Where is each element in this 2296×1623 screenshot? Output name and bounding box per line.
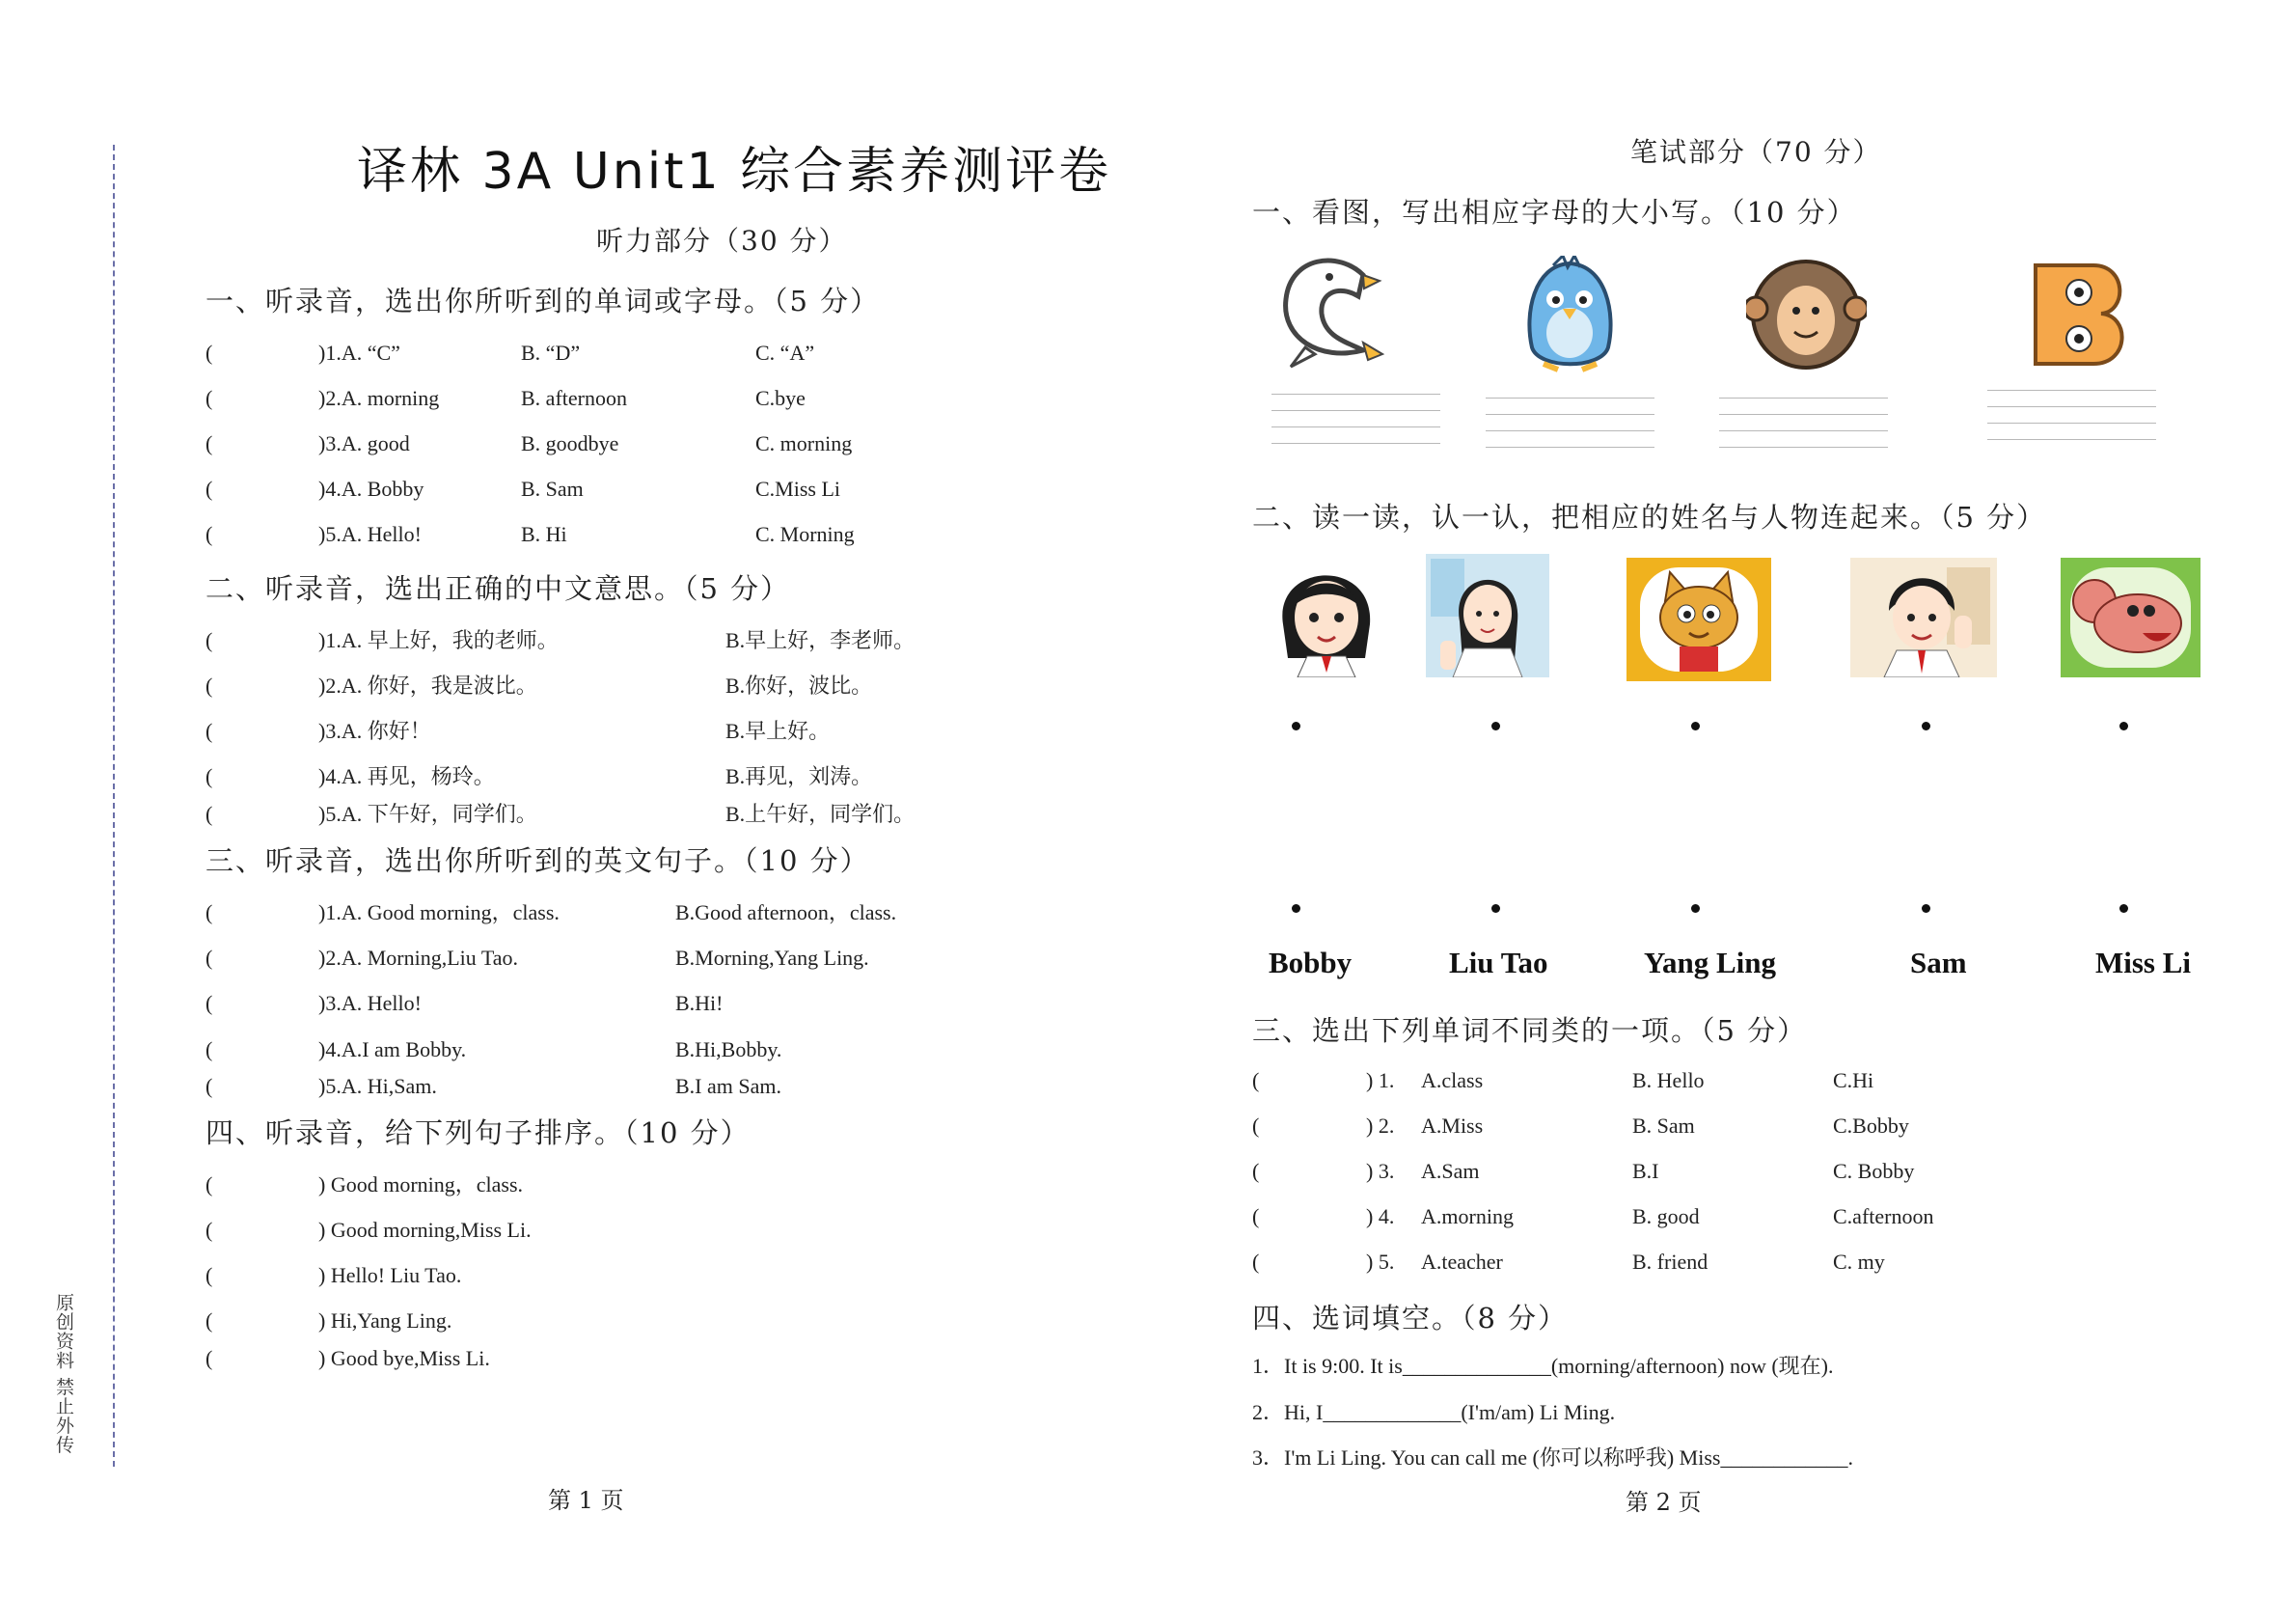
r-s3-option-b: B. good	[1632, 1204, 1700, 1228]
girl-portrait	[1264, 552, 1389, 677]
l-s2-question-row	[0, 801, 2296, 828]
l-s1-option-b: B. Hi	[521, 522, 567, 546]
person-name: Liu Tao	[1449, 946, 1548, 979]
r-s3-answer-bracket[interactable]: (	[1252, 1068, 1260, 1092]
l-s3-question-row	[0, 899, 2296, 926]
person-name: Yang Ling	[1644, 946, 1776, 979]
l-s2-answer-bracket[interactable]: (	[205, 719, 213, 743]
l-s3-option-b: B.Good afternoon，class.	[675, 900, 897, 924]
r-s3-option-a: A.Miss	[1421, 1114, 1484, 1138]
l-s3-option-b: B.I am Sam.	[675, 1074, 781, 1098]
r-s3-option-b: B. Sam	[1632, 1114, 1695, 1138]
l-s1-option-b: B. goodbye	[521, 431, 619, 455]
l-s1-question-row	[0, 385, 2296, 412]
l-s3-option-b: B.Hi!	[675, 991, 724, 1015]
fill-blank-sentence[interactable]: 3．I'm Li Ling. You can call me (你可以称呼我) Miss____________.	[1252, 1445, 1853, 1470]
l-s3-answer-bracket[interactable]: (	[205, 900, 213, 924]
l-s2-option-b: B.早上好。	[725, 719, 831, 743]
r-s3-option-b: B. friend	[1632, 1250, 1708, 1274]
l-s4-question-row	[0, 1345, 2296, 1372]
name-dot-5[interactable]	[2119, 904, 2128, 913]
blue-bird-picture	[1515, 256, 1626, 376]
l-s2-option-b: B.上午好，同学们。	[725, 802, 916, 826]
l-s3-answer-bracket[interactable]: (	[205, 1037, 213, 1061]
name-dot-4[interactable]	[1922, 904, 1930, 913]
l-s1-answer-bracket[interactable]: (	[205, 431, 213, 455]
l-s2-option-b: B.再见，刘涛。	[725, 764, 873, 788]
l-s1-answer-bracket[interactable]: (	[205, 522, 213, 546]
l-s4-answer-bracket[interactable]: (	[205, 1346, 213, 1370]
l-s3-question-row	[0, 990, 2296, 1017]
l-s3-option-b: B.Hi,Bobby.	[675, 1037, 782, 1061]
r-s3-option-c: C.afternoon	[1833, 1204, 1934, 1228]
l-s2-option-a: )4.A. 再见，杨玲。	[318, 764, 495, 788]
r-s3-answer-bracket[interactable]: (	[1252, 1204, 1260, 1228]
l-s1-question-row	[0, 340, 2296, 367]
r-s1-heading: 一、看图，写出相应字母的大小写。（10 分）	[1252, 196, 1857, 229]
r-s3-option-a: A.teacher	[1421, 1250, 1503, 1274]
r-s3-question-number: ) 4.	[1366, 1204, 1395, 1228]
l-s1-answer-bracket[interactable]: (	[205, 386, 213, 410]
l-s4-sentence: ) Hello! Liu Tao.	[318, 1263, 462, 1287]
name-dot-2[interactable]	[1491, 904, 1500, 913]
written-subtitle: 笔试部分（70 分）	[1630, 136, 1882, 168]
l-s2-answer-bracket[interactable]: (	[205, 802, 213, 826]
r-s3-question-row	[0, 1249, 2296, 1276]
person-name: Miss Li	[2095, 946, 2192, 979]
l-s2-answer-bracket[interactable]: (	[205, 628, 213, 652]
r-s3-question-number: ) 3.	[1366, 1159, 1395, 1183]
l-s1-option-a: )4.A. Bobby	[318, 477, 424, 501]
l-s2-option-a: )3.A. 你好！	[318, 719, 431, 743]
l-s3-option-b: B.Morning,Yang Ling.	[675, 946, 869, 970]
r-s3-option-a: A.Sam	[1421, 1159, 1480, 1183]
r-s3-question-number: ) 1.	[1366, 1068, 1395, 1092]
orange-letter-b-picture	[2026, 256, 2132, 373]
person-name: Sam	[1910, 946, 1967, 979]
l-s1-option-a: )5.A. Hello!	[318, 522, 422, 546]
l-s1-option-c: C. Morning	[755, 522, 855, 546]
l-s3-option-a: )5.A. Hi,Sam.	[318, 1074, 437, 1098]
l-s2-option-b: B.你好，波比。	[725, 674, 873, 698]
name-dot-1[interactable]	[1292, 904, 1300, 913]
boy-portrait	[1850, 558, 1997, 677]
monkey-picture	[1746, 253, 1867, 376]
r-s3-option-c: C.Hi	[1833, 1068, 1874, 1092]
l-s4-answer-bracket[interactable]: (	[205, 1308, 213, 1333]
l-s1-answer-bracket[interactable]: (	[205, 477, 213, 501]
l-s2-option-a: )1.A. 早上好，我的老师。	[318, 628, 559, 652]
picture-dot-3[interactable]	[1691, 722, 1700, 730]
l-s3-heading: 三、听录音，选出你所听到的英文句子。（10 分）	[205, 844, 870, 877]
picture-dot-2[interactable]	[1491, 722, 1500, 730]
l-s4-heading: 四、听录音，给下列句子排序。（10 分）	[205, 1116, 751, 1149]
fill-blank-sentence[interactable]: 1．It is 9:00. It is______________(morning/afternoon) now (现在).	[1252, 1354, 1834, 1378]
picture-dot-5[interactable]	[2119, 722, 2128, 730]
writing-lines-1[interactable]	[1271, 394, 1440, 450]
bird-shaped-letter-c	[1271, 246, 1397, 371]
r-s3-option-c: C. my	[1833, 1250, 1885, 1274]
picture-dot-4[interactable]	[1922, 722, 1930, 730]
writing-lines-3[interactable]	[1719, 398, 1888, 454]
r-s3-question-row	[0, 1203, 2296, 1230]
r-s3-option-b: B.I	[1632, 1159, 1659, 1183]
l-s4-sentence: ) Good morning,Miss Li.	[318, 1218, 532, 1242]
l-s3-question-row	[0, 1036, 2296, 1063]
l-s4-question-row	[0, 1307, 2296, 1334]
r-s3-question-row	[0, 1158, 2296, 1185]
l-s1-option-c: C.bye	[755, 386, 806, 410]
l-s2-option-b: B.早上好，李老师。	[725, 628, 916, 652]
l-s1-option-c: C. morning	[755, 431, 853, 455]
listening-subtitle: 听力部分（30 分）	[596, 225, 848, 257]
l-s1-question-row	[0, 430, 2296, 457]
r-s3-answer-bracket[interactable]: (	[1252, 1114, 1260, 1138]
l-s3-option-a: )1.A. Good morning，class.	[318, 900, 560, 924]
l-s2-question-row	[0, 718, 2296, 745]
l-s3-option-a: )2.A. Morning,Liu Tao.	[318, 946, 519, 970]
l-s4-sentence: ) Good bye,Miss Li.	[318, 1346, 490, 1370]
cat-portrait	[1626, 558, 1771, 681]
r-s3-option-b: B. Hello	[1632, 1068, 1705, 1092]
l-s4-sentence: ) Hi,Yang Ling.	[318, 1308, 452, 1333]
name-dot-3[interactable]	[1691, 904, 1700, 913]
l-s1-option-a: )2.A. morning	[318, 386, 440, 410]
r-s2-heading: 二、读一读，认一认，把相应的姓名与人物连起来。（5 分）	[1252, 501, 2047, 534]
l-s1-option-b: B. Sam	[521, 477, 584, 501]
l-s2-answer-bracket[interactable]: (	[205, 674, 213, 698]
l-s4-answer-bracket[interactable]: (	[205, 1218, 213, 1242]
person-name: Bobby	[1269, 946, 1353, 979]
l-s2-option-a: )5.A. 下午好，同学们。	[318, 802, 537, 826]
l-s1-option-a: )3.A. good	[318, 431, 410, 455]
picture-dot-1[interactable]	[1292, 722, 1300, 730]
l-s4-answer-bracket[interactable]: (	[205, 1172, 213, 1197]
l-s1-option-b: B. “D”	[521, 341, 581, 365]
l-s1-answer-bracket[interactable]: (	[205, 341, 213, 365]
r-s3-question-row	[0, 1113, 2296, 1140]
r-s3-question-row	[0, 1067, 2296, 1094]
l-s1-option-c: C. “A”	[755, 341, 815, 365]
l-s3-option-a: )3.A. Hello!	[318, 991, 422, 1015]
l-s2-heading: 二、听录音，选出正确的中文意思。（5 分）	[205, 572, 791, 605]
l-s2-option-a: )2.A. 你好，我是波比。	[318, 674, 537, 698]
l-s2-question-row	[0, 763, 2296, 790]
r-s3-heading: 三、选出下列单词不同类的一项。（5 分）	[1252, 1014, 1808, 1047]
r-s3-question-number: ) 5.	[1366, 1250, 1395, 1274]
page-number-1: 第 1 页	[548, 1487, 624, 1514]
writing-lines-2[interactable]	[1486, 398, 1654, 454]
fill-blank-sentence[interactable]: 2．Hi, I_____________(I'm/am) Li Ming.	[1252, 1400, 1616, 1424]
l-s3-answer-bracket[interactable]: (	[205, 991, 213, 1015]
l-s1-option-b: B. afternoon	[521, 386, 627, 410]
teacher-portrait	[1426, 554, 1549, 677]
r-s4-heading: 四、选词填空。（8 分）	[1252, 1302, 1569, 1334]
l-s1-heading: 一、听录音，选出你所听到的单词或字母。（5 分）	[205, 285, 881, 317]
r-s3-answer-bracket[interactable]: (	[1252, 1159, 1260, 1183]
l-s3-option-a: )4.A.I am Bobby.	[318, 1037, 467, 1061]
page-title: 译林 3A Unit1 综合素养测评卷	[357, 143, 1112, 201]
r-s3-option-a: A.class	[1421, 1068, 1484, 1092]
r-s3-question-number: ) 2.	[1366, 1114, 1395, 1138]
r-s3-option-c: C.Bobby	[1833, 1114, 1909, 1138]
writing-lines-4[interactable]	[1987, 390, 2156, 446]
page-number-2: 第 2 页	[1626, 1489, 1702, 1516]
r-s3-answer-bracket[interactable]: (	[1252, 1250, 1260, 1274]
l-s4-answer-bracket[interactable]: (	[205, 1263, 213, 1287]
mouse-portrait	[2061, 558, 2200, 677]
side-stamp: 原创资料 禁止外传	[53, 1293, 74, 1455]
l-s3-answer-bracket[interactable]: (	[205, 946, 213, 970]
r-s3-option-c: C. Bobby	[1833, 1159, 1915, 1183]
l-s4-sentence: ) Good morning，class.	[318, 1172, 524, 1197]
l-s3-answer-bracket[interactable]: (	[205, 1074, 213, 1098]
l-s2-answer-bracket[interactable]: (	[205, 764, 213, 788]
l-s1-option-c: C.Miss Li	[755, 477, 841, 501]
r-s3-option-a: A.morning	[1421, 1204, 1514, 1228]
l-s1-option-a: )1.A. “C”	[318, 341, 400, 365]
